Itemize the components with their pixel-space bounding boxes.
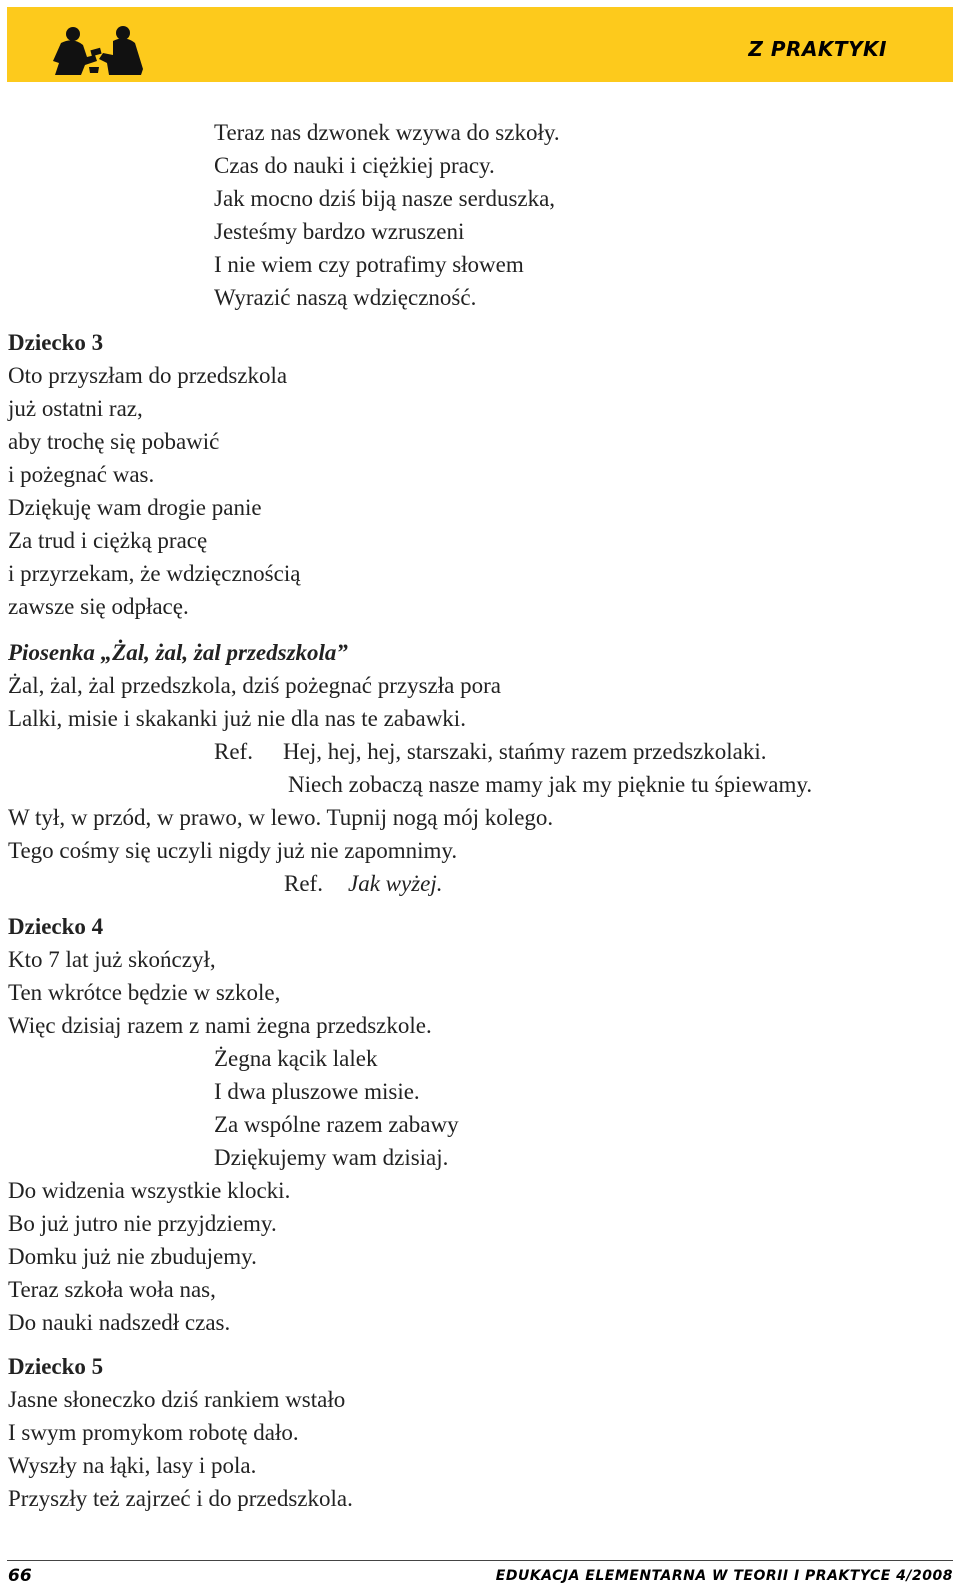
verse-line: I nie wiem czy potrafimy słowem xyxy=(214,252,524,277)
song-line: Lalki, misie i skakanki już nie dla nas te zabawki. xyxy=(8,706,466,731)
refrain-note: Jak wyżej. xyxy=(348,871,443,896)
song-heading: Piosenka „Żal, żal, żal przedszkola” xyxy=(8,640,348,665)
section-heading: Dziecko 5 xyxy=(8,1354,104,1379)
refrain-line: Hej, hej, hej, starszaki, stańmy razem przedszkolaki. xyxy=(283,739,767,764)
verse-line: i przyrzekam, że wdzięcznością xyxy=(8,561,301,586)
song-line: W tył, w przód, w prawo, w lewo. Tupnij nogą mój kolego. xyxy=(8,805,554,830)
verse-line: Do widzenia wszystkie klocki. xyxy=(8,1178,291,1203)
verse-line: Do nauki nadszedł czas. xyxy=(8,1310,231,1335)
verse-line: Kto 7 lat już skończył, xyxy=(8,947,216,972)
refrain-label: Ref. xyxy=(214,739,253,764)
verse-line: Teraz nas dzwonek wzywa do szkoły. xyxy=(214,120,560,145)
verse-line: Teraz szkoła woła nas, xyxy=(8,1277,216,1302)
verse-line: Jasne słoneczko dziś rankiem wstało xyxy=(8,1387,346,1412)
song-line: Tego cośmy się uczyli nigdy już nie zapomnimy. xyxy=(8,838,458,863)
verse-line: zawsze się odpłacę. xyxy=(8,594,189,619)
section-heading: Dziecko 3 xyxy=(8,330,104,355)
verse-line: Przyszły też zajrzeć i do przedszkola. xyxy=(8,1486,353,1511)
section-label: Z PRAKTYKI xyxy=(748,37,887,61)
publication-title: EDUKACJA ELEMENTARNA W TEORII I PRAKTYCE 4/2008 xyxy=(495,1568,953,1584)
song-line: Żal, żal, żal przedszkola, dziś pożegnać przyszła pora xyxy=(8,673,501,698)
verse-line: I dwa pluszowe misie. xyxy=(214,1079,420,1104)
verse-line: Za trud i ciężką pracę xyxy=(8,528,208,553)
verse-line: Oto przyszłam do przedszkola xyxy=(8,363,288,388)
verse-line: Ten wkrótce będzie w szkole, xyxy=(8,980,281,1005)
verse-line: Domku już nie zbudujemy. xyxy=(8,1244,257,1269)
verse-line: I swym promykom robotę dało. xyxy=(8,1420,299,1445)
refrain-line: Niech zobaczą nasze mamy jak my pięknie tu śpiewamy. xyxy=(288,772,813,797)
verse-line: Jesteśmy bardzo wzruszeni xyxy=(214,219,465,244)
verse-line: Za wspólne razem zabawy xyxy=(214,1112,459,1137)
page-header xyxy=(7,7,953,82)
verse-line: Wyrazić naszą wdzięczność. xyxy=(214,285,477,310)
verse-line: Jak mocno dziś biją nasze serduszka, xyxy=(214,186,556,211)
verse-line: Żegna kącik lalek xyxy=(214,1046,378,1071)
verse-line: Czas do nauki i ciężkiej pracy. xyxy=(214,153,495,178)
verse-line: Bo już jutro nie przyjdziemy. xyxy=(8,1211,277,1236)
verse-line: Dziękujemy wam dzisiaj. xyxy=(214,1145,449,1170)
verse-line: już ostatni raz, xyxy=(8,396,143,421)
footer-divider xyxy=(7,1560,953,1561)
section-heading: Dziecko 4 xyxy=(8,914,104,939)
refrain-label: Ref. xyxy=(284,871,323,896)
verse-line: Dziękuję wam drogie panie xyxy=(8,495,262,520)
verse-line: i pożegnać was. xyxy=(8,462,155,487)
children-playing-icon xyxy=(51,25,146,77)
page-number: 66 xyxy=(8,1566,32,1586)
verse-line: Więc dzisiaj razem z nami żegna przedszkole. xyxy=(8,1013,432,1038)
verse-line: aby trochę się pobawić xyxy=(8,429,220,454)
verse-line: Wyszły na łąki, lasy i pola. xyxy=(8,1453,257,1478)
